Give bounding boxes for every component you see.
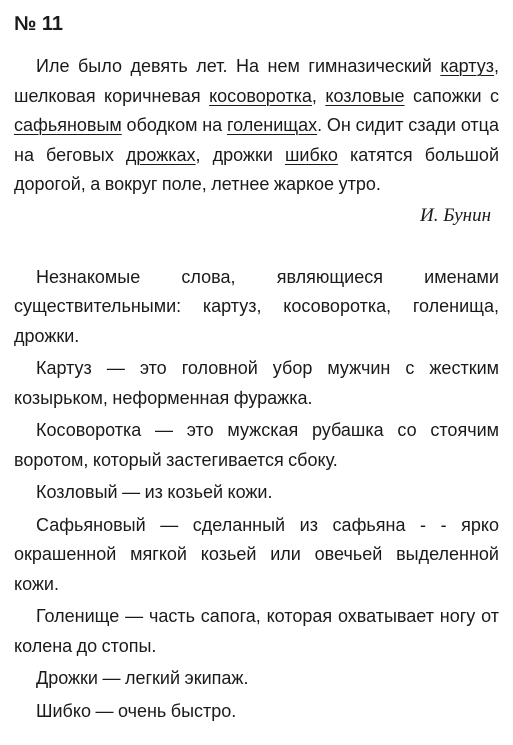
definition-kosovorotka: Косоворотка — это мужская рубашка со стоячим воротом, который застегивается сбоку. [14,420,499,470]
definition-shibko: Шибко — очень быстро. [36,700,237,721]
definition-kozlovyi: Козловый — из козьей кожи. [36,482,273,502]
exercise-number: № 11 [14,13,63,35]
underlined-word-kartuz: картуз [440,56,494,76]
underlined-word-golenishchakh: голенищах [226,115,318,135]
section-spacer [14,230,499,263]
definition-safyanovyi: Сафьяновый — сделанный из сафьяна - - ярко окрашенной мягкой козьей или овечьей выделенной кожи. [14,514,499,594]
underlined-word-safyanovym: сафьяновым [14,115,122,135]
quote-paragraph [14,52,499,200]
definition-golenishche: Голенище — часть сапога, которая охватывает ногу от колена до стопы. [14,606,499,656]
underlined-word-shibko: шибко [284,144,338,165]
quote-text: Иле было девять лет. На нем гимназический [36,56,441,76]
quote-text: , дрожки [195,144,285,165]
quote-text: катятся большой дорогой, а вокруг поле, летнее жаркое утро. [14,144,500,194]
quote-text: сапожки с [404,85,499,106]
quote-text: . Он сидит сзади отца на беговых [14,115,499,165]
underlined-word-drozhkakh: дрожках [125,144,196,165]
underlined-word-kozlovye: козловые [325,85,405,106]
quote-author: И. Бунин [420,204,491,226]
answer-intro: Незнакомые слова, являющиеся именами существительными: картуз, косоворотка, голенища, дрожки. [14,266,499,346]
quote-text: , шелковая коричневая [14,56,499,106]
definition-kartuz: Картуз — это головной убор мужчин с жестким козырьком, неформенная фуражка. [14,358,499,408]
quote-text: ободком на [121,115,227,135]
quote-text: , [311,85,326,106]
underlined-word-kosovorotka: косоворотка [209,85,312,106]
definition-drozhki: Дрожки — легкий экипаж. [36,668,249,688]
